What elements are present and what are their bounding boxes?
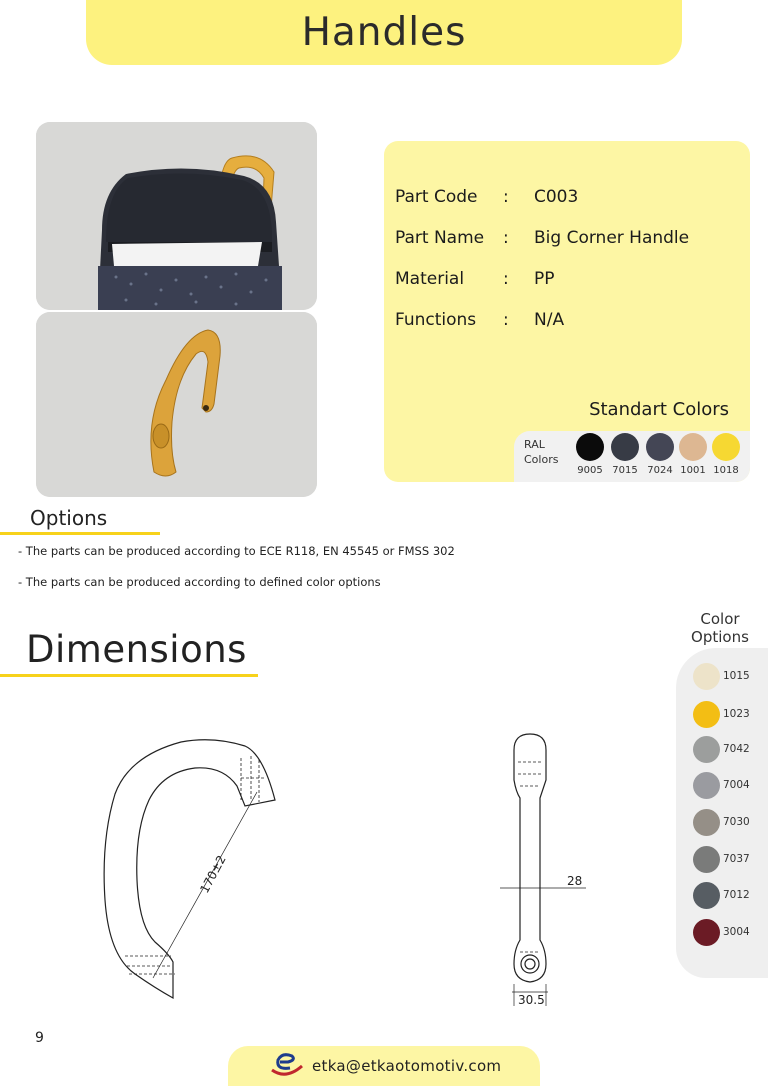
dimensions-title: Dimensions bbox=[26, 628, 247, 671]
color-code: 7042 bbox=[723, 743, 750, 755]
color-code: 7030 bbox=[723, 816, 750, 828]
color-swatch-1015 bbox=[693, 663, 720, 690]
spec-key: Functions bbox=[395, 310, 477, 330]
depth-dimension-label: 30.5 bbox=[518, 993, 545, 1007]
spec-panel bbox=[384, 141, 750, 482]
ral-swatch-1018 bbox=[712, 433, 740, 461]
spec-key: Material bbox=[395, 269, 465, 289]
color-swatch-7004 bbox=[693, 772, 720, 799]
color-code: 7037 bbox=[723, 853, 750, 865]
options-underline bbox=[0, 532, 160, 535]
ral-label-line2: Colors bbox=[524, 453, 559, 466]
etka-logo-icon bbox=[268, 1050, 304, 1082]
ral-code: 1018 bbox=[713, 465, 739, 476]
spec-sep: : bbox=[503, 187, 509, 207]
color-code: 7012 bbox=[723, 889, 750, 901]
spec-value: PP bbox=[534, 269, 555, 289]
side-view-drawing bbox=[95, 730, 295, 1000]
spec-key: Part Name bbox=[395, 228, 485, 248]
color-options-title-line2: Options bbox=[691, 628, 749, 646]
color-swatch-7030 bbox=[693, 809, 720, 836]
color-swatch-3004 bbox=[693, 919, 720, 946]
standard-colors-title: Standart Colors bbox=[589, 399, 729, 420]
ral-label-line1: RAL bbox=[524, 438, 545, 451]
spec-sep: : bbox=[503, 269, 509, 289]
spec-value: N/A bbox=[534, 310, 565, 330]
ral-code: 1001 bbox=[680, 465, 706, 476]
diag-dimension-label: 170±2 bbox=[197, 852, 229, 896]
options-title: Options bbox=[30, 506, 108, 530]
color-swatch-1023 bbox=[693, 701, 720, 728]
ral-swatch-1001 bbox=[679, 433, 707, 461]
spec-value: Big Corner Handle bbox=[534, 228, 690, 248]
ral-code: 7015 bbox=[612, 465, 638, 476]
title-banner bbox=[86, 0, 682, 65]
color-options-title bbox=[680, 610, 760, 646]
email-link[interactable]: etka@etkaotomotiv.com bbox=[312, 1057, 502, 1075]
page-number: 9 bbox=[35, 1030, 44, 1046]
page-title: Handles bbox=[301, 10, 467, 55]
color-swatch-7012 bbox=[693, 882, 720, 909]
color-swatch-7042 bbox=[693, 736, 720, 763]
ral-swatch-9005 bbox=[576, 433, 604, 461]
color-code: 1023 bbox=[723, 708, 750, 720]
seat-photo bbox=[36, 122, 317, 310]
dimensions-underline bbox=[0, 674, 258, 677]
color-options-title-line1: Color bbox=[700, 610, 740, 628]
ral-swatch-7015 bbox=[611, 433, 639, 461]
color-code: 3004 bbox=[723, 926, 750, 938]
options-bullet-2: - The parts can be produced according to defined color options bbox=[18, 575, 381, 589]
handle-photo bbox=[36, 312, 317, 497]
color-swatch-7037 bbox=[693, 846, 720, 873]
ral-swatch-7024 bbox=[646, 433, 674, 461]
front-view-drawing bbox=[490, 728, 600, 1010]
ral-colors-strip bbox=[514, 431, 750, 482]
ral-label bbox=[524, 437, 558, 467]
color-code: 7004 bbox=[723, 779, 750, 791]
ral-code: 9005 bbox=[577, 465, 603, 476]
footer-contact bbox=[228, 1046, 540, 1086]
spec-sep: : bbox=[503, 310, 509, 330]
spec-sep: : bbox=[503, 228, 509, 248]
width-dimension-label: 28 bbox=[567, 874, 583, 888]
color-code: 1015 bbox=[723, 670, 750, 682]
color-options-panel bbox=[676, 648, 768, 978]
spec-key: Part Code bbox=[395, 187, 478, 207]
spec-value: C003 bbox=[534, 187, 579, 207]
ral-code: 7024 bbox=[647, 465, 673, 476]
options-bullet-1: - The parts can be produced according to ECE R118, EN 45545 or FMSS 302 bbox=[18, 544, 455, 558]
